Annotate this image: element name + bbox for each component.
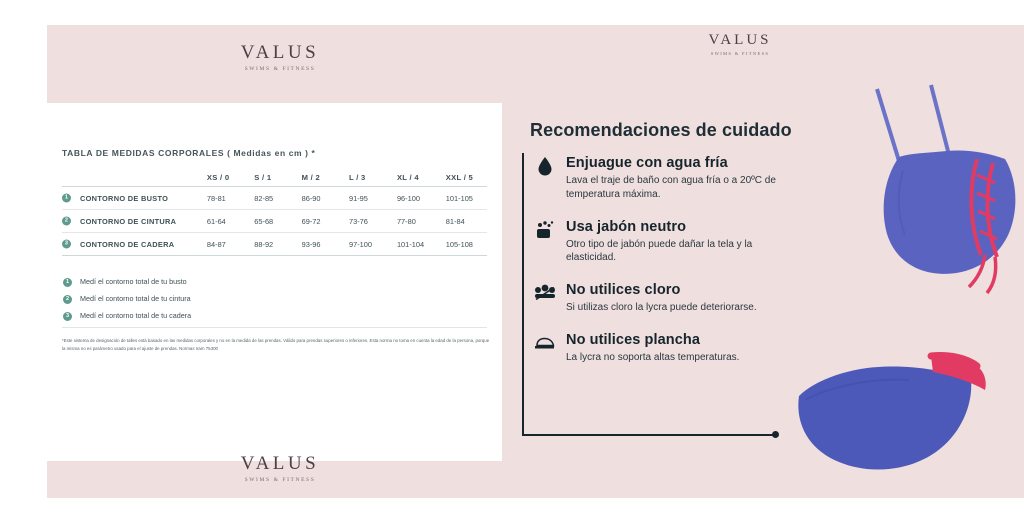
bullet-number-icon: 1 <box>62 194 71 203</box>
note-text: Medí el contorno total de tu cintura <box>80 294 191 303</box>
cell-busto-xxl: 101-105 <box>438 187 487 210</box>
care-recommendations-panel <box>513 25 1024 498</box>
care-item-text: La lycra no soporta altas temperaturas. <box>566 351 740 363</box>
care-item-cold-water <box>530 155 800 202</box>
cell-busto-s: 82-85 <box>246 187 293 210</box>
cell-cintura-l: 73-76 <box>341 210 389 233</box>
measurements-table-section <box>62 148 502 256</box>
column-header-3: M / 2 <box>294 168 341 187</box>
care-item-text: Lava el traje de baño con agua fría o a 20ºC de temperatura máxima. <box>566 175 776 200</box>
note-item <box>62 311 492 320</box>
bracket-vertical-line <box>522 153 524 435</box>
note-item <box>62 294 492 303</box>
care-item-text: Otro tipo de jabón puede dañar la tela y la elasticidad. <box>566 238 753 264</box>
row-label-text: CONTORNO DE CINTURA <box>80 216 177 226</box>
cell-cadera-l: 97-100 <box>341 233 389 256</box>
bullet-number-icon: 3 <box>62 240 71 249</box>
care-items-list <box>530 155 800 382</box>
cell-cadera-xxl: 105-108 <box>438 233 487 256</box>
cell-busto-l: 91-95 <box>341 187 389 210</box>
care-item-no-iron <box>530 332 800 365</box>
bullet-number-icon: 2 <box>63 295 72 304</box>
brand-logo-top-left <box>47 42 513 72</box>
cell-cadera-m: 93-96 <box>294 233 341 256</box>
care-title: Recomendaciones de cuidado <box>530 120 792 140</box>
table-body <box>62 187 487 256</box>
row-label-cintura <box>62 210 199 233</box>
table-row <box>62 187 487 210</box>
cell-busto-m: 86-90 <box>294 187 341 210</box>
brand-name: VALUS <box>708 32 772 48</box>
bullet-number-icon: 1 <box>63 278 72 287</box>
brand-tagline: SWIMS & FITNESS <box>244 477 316 483</box>
section-divider <box>62 327 487 328</box>
table-row <box>62 233 487 256</box>
table-footnote: *Este sistema de designación de talles está basado en las medidas corporales y no en la medida de las prendas. Válido para prendas superiores o inferiores. Esta norma no toma en cuenta la edad de la persona, porque la misma no es parámetro usado para el ajuste de prendas. Normas Iram 75300 <box>62 338 490 351</box>
care-item-no-bleach <box>530 282 800 315</box>
cell-cintura-s: 65-68 <box>246 210 293 233</box>
cell-cadera-xl: 101-104 <box>389 233 438 256</box>
table-title: TABLA DE MEDIDAS CORPORALES ( Medidas en cm ) * <box>62 148 316 158</box>
care-item-heading: Usa jabón neutro <box>566 218 687 235</box>
row-label-text: CONTORNO DE CADERA <box>80 239 175 249</box>
care-item-text: Si utilizas cloro la lycra puede deteriorarse. <box>566 302 757 314</box>
bullet-number-icon: 3 <box>63 312 72 321</box>
column-header-2: S / 1 <box>246 168 293 187</box>
cell-busto-xs: 78-81 <box>199 187 246 210</box>
cell-cintura-xxl: 81-84 <box>438 210 487 233</box>
care-item-heading: No utilices cloro <box>566 282 681 299</box>
measurement-notes <box>62 277 492 328</box>
brand-name: VALUS <box>240 42 320 63</box>
column-header-4: L / 3 <box>341 168 389 187</box>
no-iron-icon <box>532 332 558 354</box>
brand-logo-bottom-left <box>47 453 513 483</box>
cell-busto-xl: 96-100 <box>389 187 438 210</box>
table-header-row <box>62 168 487 187</box>
table-header <box>62 168 487 187</box>
cell-cintura-m: 69-72 <box>294 210 341 233</box>
column-header-5: XL / 4 <box>389 168 438 187</box>
care-item-heading: No utilices plancha <box>566 331 701 348</box>
cell-cadera-s: 88-92 <box>246 233 293 256</box>
column-header-6: XXL / 5 <box>438 168 487 187</box>
care-item-heading: Enjuague con agua fría <box>566 155 728 171</box>
cell-cintura-xs: 61-64 <box>199 210 246 233</box>
table-row <box>62 210 487 233</box>
care-item-neutral-soap <box>530 219 800 266</box>
size-chart-panel <box>47 25 513 498</box>
brand-tagline: SWIMS & FITNESS <box>244 66 316 72</box>
brand-name: VALUS <box>240 453 320 474</box>
cell-cintura-xl: 77-80 <box>389 210 438 233</box>
cell-cadera-xs: 84-87 <box>199 233 246 256</box>
soap-hand-icon <box>532 219 558 241</box>
no-bleach-icon <box>532 282 558 304</box>
row-label-cadera <box>62 233 199 256</box>
row-label-text: CONTORNO DE BUSTO <box>80 193 169 203</box>
note-text: Medí el contorno total de tu cadera <box>80 311 192 320</box>
column-header-1: XS / 0 <box>199 168 246 187</box>
bullet-number-icon: 2 <box>62 217 71 226</box>
bikini-bottom-illustration <box>781 340 1021 490</box>
bracket-end-dot-icon <box>772 431 779 438</box>
brand-logo-top-right <box>625 32 855 56</box>
column-header-0 <box>62 168 199 187</box>
note-item <box>62 277 492 286</box>
brand-tagline: SWIMS & FITNESS <box>710 51 770 56</box>
measurements-table <box>62 168 487 256</box>
row-label-busto <box>62 187 199 210</box>
note-text: Medí el contorno total de tu busto <box>80 277 187 286</box>
bracket-horizontal-line <box>522 434 777 436</box>
water-drop-icon <box>532 155 558 177</box>
bikini-top-illustration <box>781 83 1024 333</box>
